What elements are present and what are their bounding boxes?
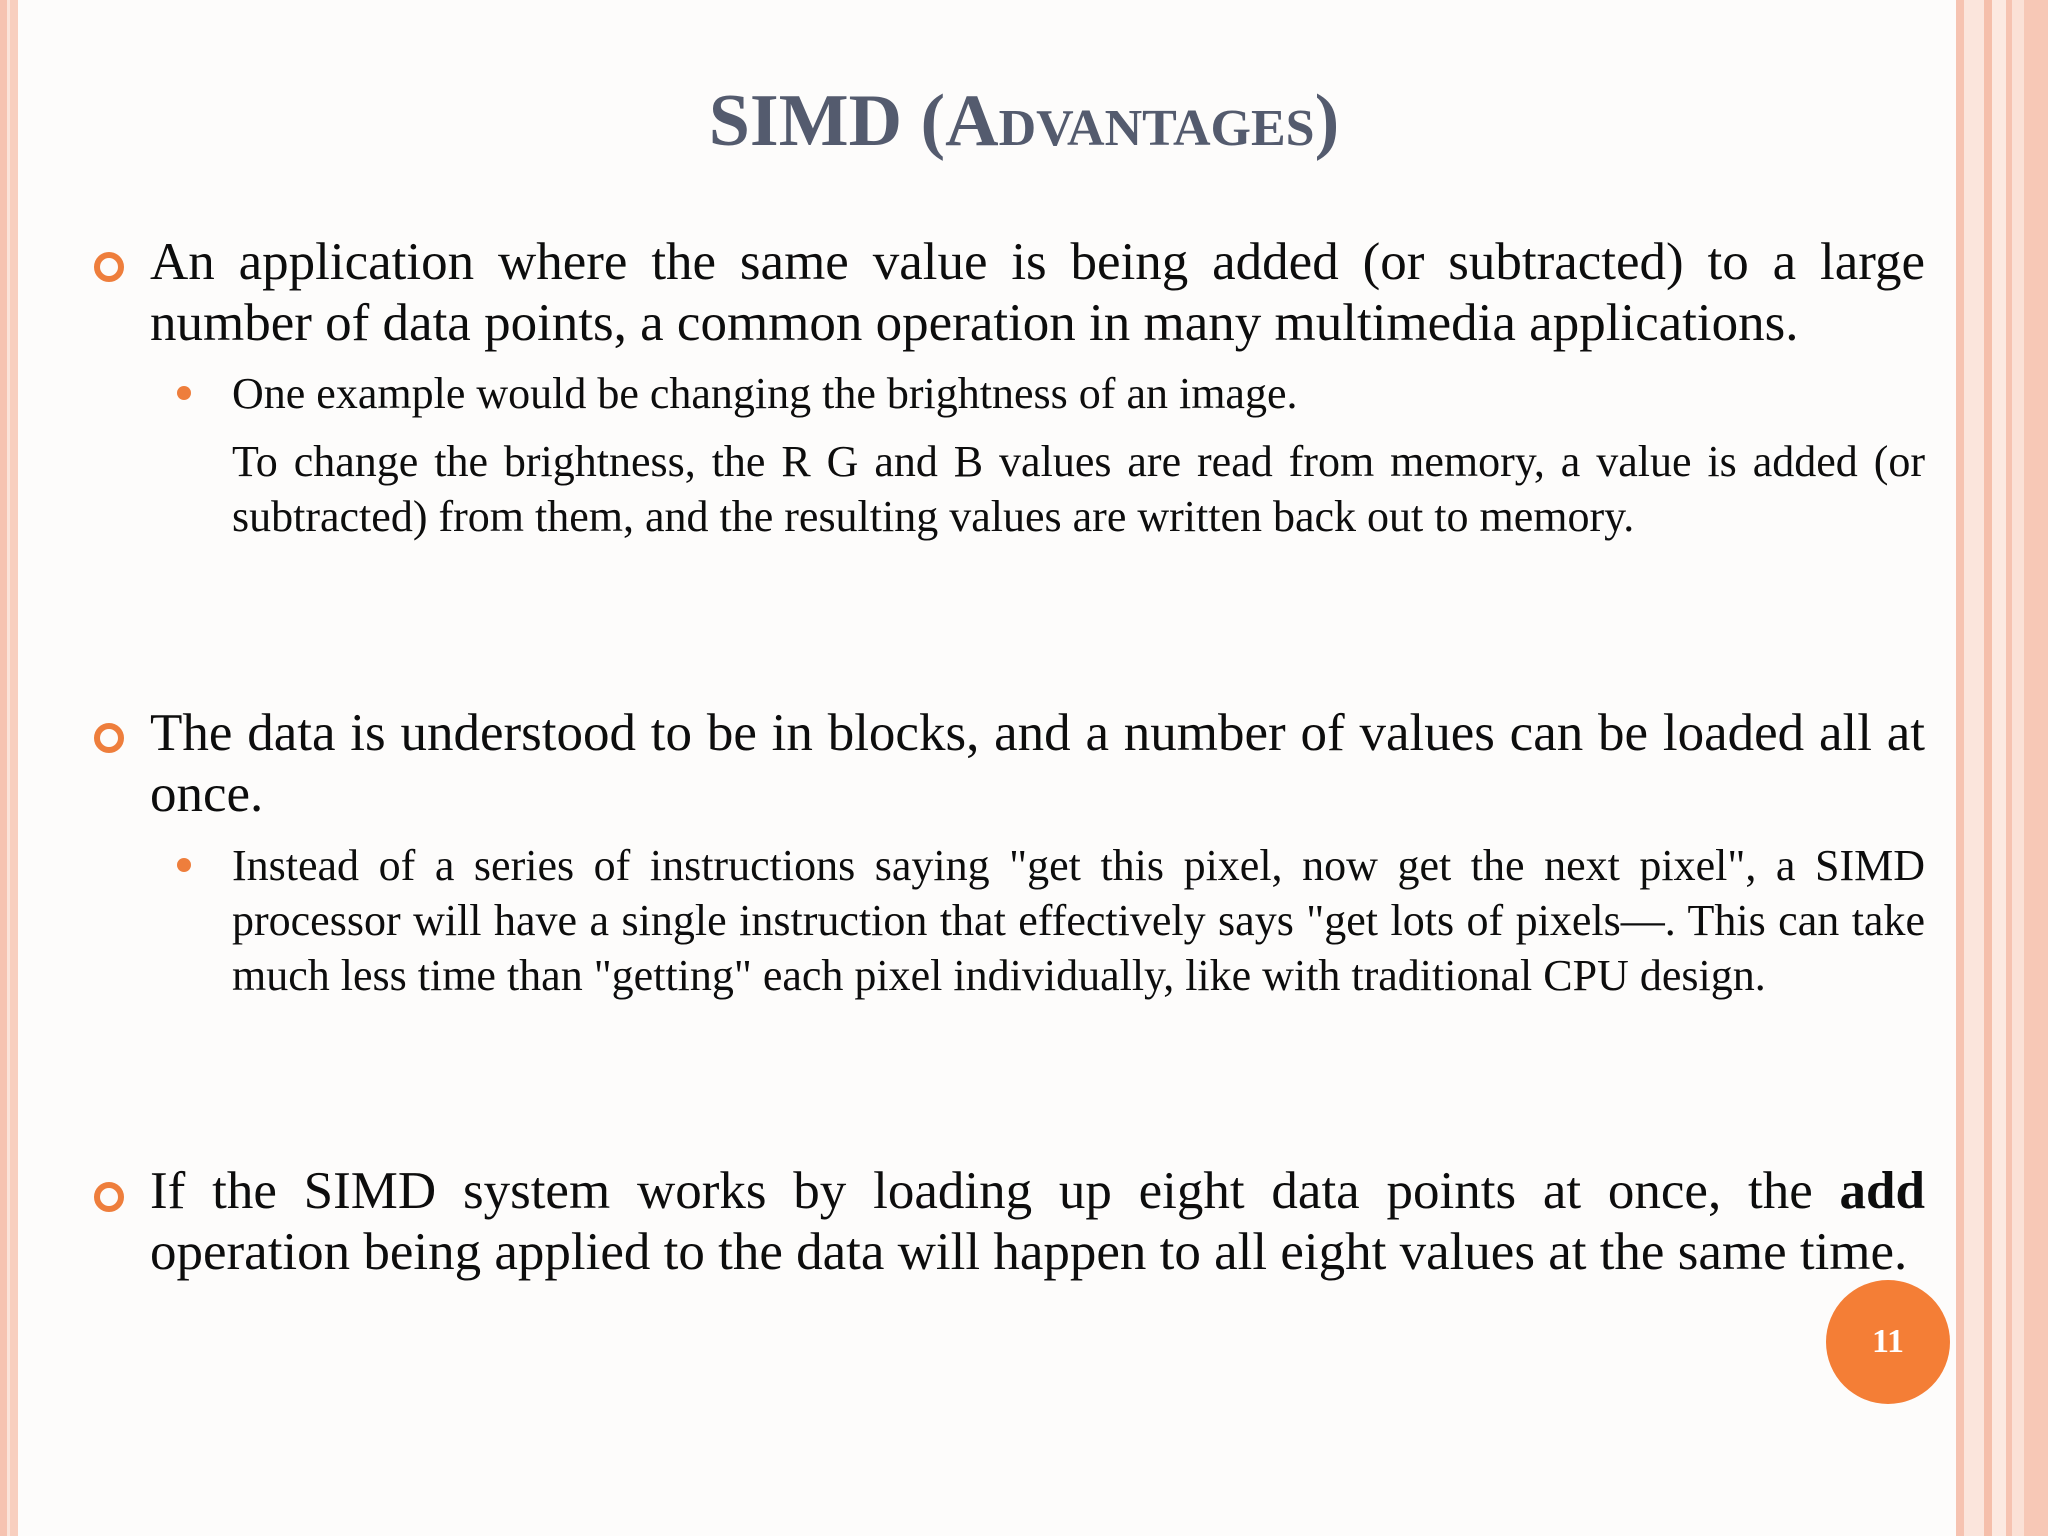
- bullet-ring-icon: [94, 252, 124, 282]
- slide-title-caps: Advantages: [945, 80, 1315, 162]
- right-border-stripe: [1984, 0, 1992, 1536]
- bullet-text: The data is understood to be in blocks, and a number of values can be loaded all at once.: [150, 704, 1925, 823]
- slide-title-end: ): [1314, 80, 1340, 162]
- slide-title-main: SIMD (: [708, 80, 946, 162]
- left-border-stripe: [10, 0, 18, 1536]
- right-border-stripe: [1964, 0, 1984, 1536]
- bullet-text: An application where the same value is being added (or subtracted) to a large number of data points, a common operation in many multimedia applications.: [150, 233, 1925, 352]
- bullet-text: [150, 1161, 1925, 1283]
- slide-title: [0, 78, 2048, 164]
- bold-keyword: add: [1839, 1162, 1925, 1220]
- sub-bullet-dot-icon: [177, 858, 191, 872]
- right-border-stripe: [1992, 0, 2006, 1536]
- right-border-stripe: [2012, 0, 2024, 1536]
- bullet-ring-icon: [94, 723, 124, 753]
- sub-bullet-text: One example would be changing the brightness of an image.: [232, 369, 1298, 418]
- right-border-stripe: [2024, 0, 2048, 1536]
- sub-bullet-dot-icon: [177, 386, 191, 400]
- bullet-text-part: If the SIMD system works by loading up eight data points at once, the: [150, 1162, 1840, 1220]
- bullet-text-part: operation being applied to the data will happen to all eight values at the same time.: [150, 1223, 1908, 1281]
- sub-bullet-text: To change the brightness, the R G and B values are read from memory, a value is added (or subtracted) from them, and the resulting values are written back out to memory.: [232, 437, 1925, 541]
- bullet-ring-icon: [94, 1182, 124, 1212]
- page-number-badge: 11: [1826, 1280, 1950, 1404]
- right-border-stripe: [1956, 0, 1964, 1536]
- sub-bullet-text: Instead of a series of instructions saying "get this pixel, now get the next pixel", a SIMD processor will have a single instruction that effectively says "get lots of pixels―. This can take much less time than "getting" each pixel individually, like with traditional CPU design.: [232, 841, 1925, 1000]
- left-border-stripe: [0, 0, 7, 1536]
